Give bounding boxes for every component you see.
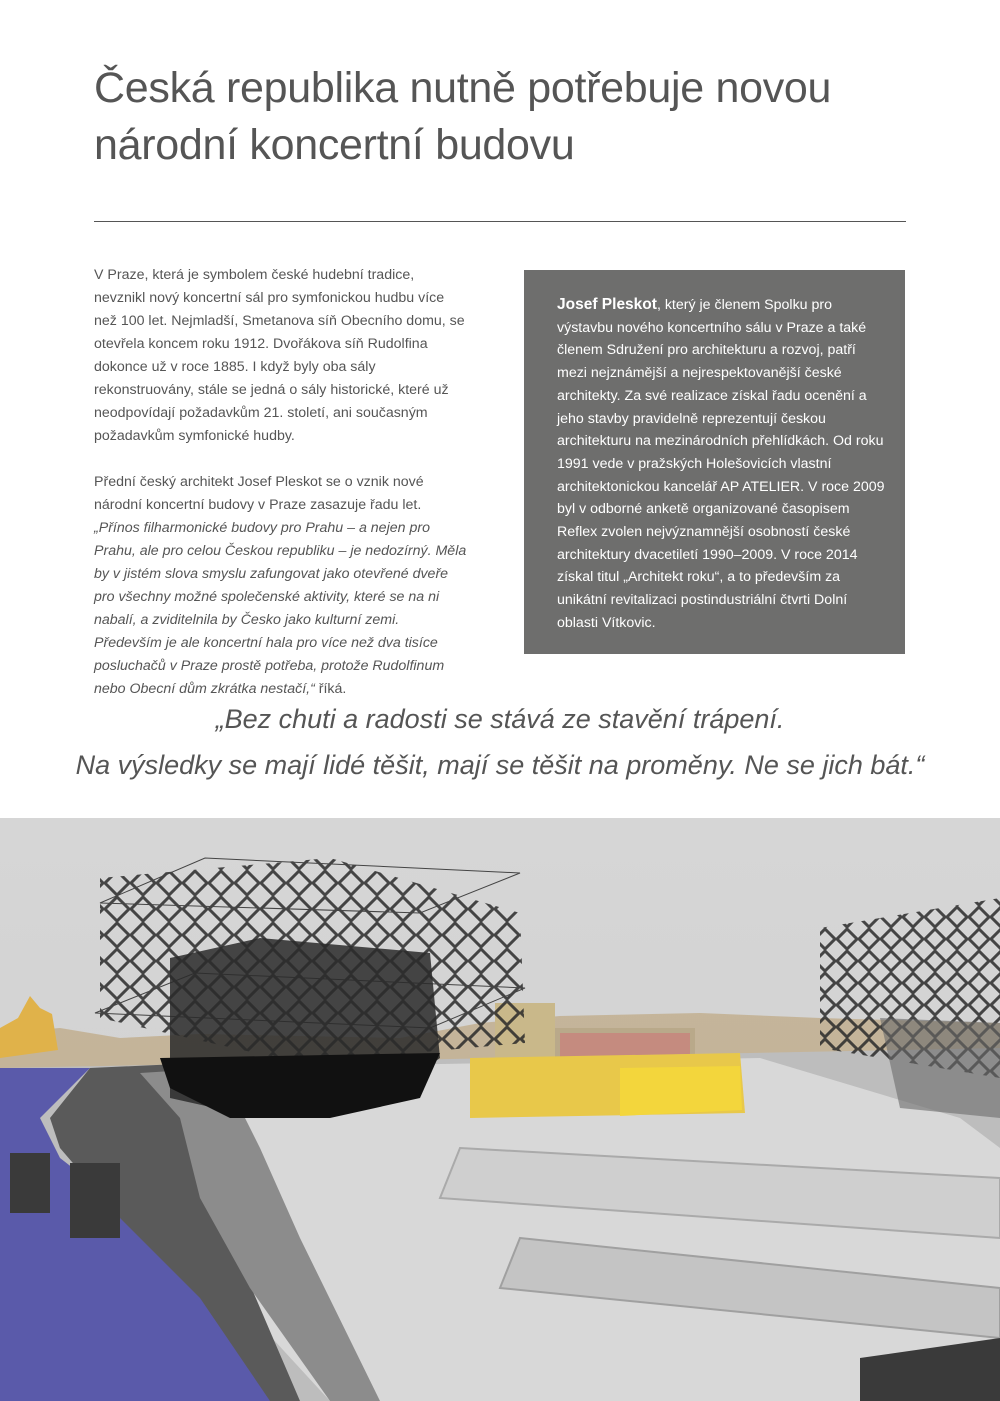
- bio-name: Josef Pleskot: [557, 296, 657, 313]
- quote-line-1: „Bez chuti a radosti se stává ze stavění trápení.: [215, 704, 785, 734]
- architectural-rendering: [0, 818, 1000, 1401]
- boat-2: [70, 1163, 120, 1238]
- title-line-2: národní koncertní budovu: [94, 121, 575, 169]
- bio-box: [524, 270, 905, 654]
- quote-line-2: Na výsledky se mají lidé těšit, mají se těšit na proměny. Ne se jich bát.“: [75, 750, 925, 780]
- pleskot-says: říká.: [314, 681, 347, 697]
- intro-paragraph: V Praze, která je symbolem české hudební tradice, nevznikl nový koncertní sál pro symfonickou hudbu více než 100 let. Nejmladší, Smetanova síň Obecního domu, se otevřela koncem roku 1912. Dvořákova síň Rudolfina dokonce už v roce 1885. I když byly oba sály rekonstruovány, stále se jedná o sály historické, které už neodpovídají požadavkům 21. století, ani současným požadavkům symfonické hudby.: [94, 267, 465, 444]
- pleskot-intro: Přední český architekt Josef Pleskot se o vznik nové národní koncertní budovy v Praze zasazuje řadu let.: [94, 474, 424, 513]
- pull-quote: [0, 696, 1000, 788]
- glass-lobby-glow: [620, 1066, 742, 1116]
- left-column: [94, 264, 469, 724]
- title-line-1: Česká republika nutně potřebuje novou: [94, 64, 832, 112]
- pleskot-quote: „Přínos filharmonické budovy pro Prahu – a nejen pro Prahu, ale pro celou Českou republiku – je nedozírný. Měla by v jistém slova smyslu zafungovat jako otevřené dveře pro všechny možné společenské aktivity, které se na ni nabalí, a zviditelnila by Česko jako kulturní zemi. Především je ale koncertní hala pro více než dva tisíce posluchačů v Praze prostě potřeba, protože Rudolfinum nebo Obecní dům zkrátka nestačí,“: [94, 520, 467, 697]
- red-building: [560, 1033, 690, 1058]
- pleskot-paragraph: [94, 471, 469, 701]
- page-title: [94, 60, 924, 174]
- title-divider: [94, 221, 906, 222]
- boat-1: [10, 1153, 50, 1213]
- bio-text: [557, 294, 885, 635]
- bio-body: , který je členem Spolku pro výstavbu nového koncertního sálu v Praze a také členem Sdružení pro architekturu a rozvoj, patří mezi nejznámější a nejrespektovanější české architekty. Za své realizace získal řadu ocenění a jeho stavby pravidelně reprezentují českou architekturu na mezinárodních přehlídkách. Od roku 1991 vede v pražských Holešovicích vlastní architektonickou kancelář AP ATELIER. V roce 2009 byl v odborné anketě organizované časopisem Reflex zvolen nejvýznamnější osobností české architektury dvacetiletí 1990–2009. V roce 2014 získal titul „Architekt roku“, a to především za unikátní revitalizaci postindustriální čtvrti Dolní oblasti Vítkovic.: [557, 297, 885, 631]
